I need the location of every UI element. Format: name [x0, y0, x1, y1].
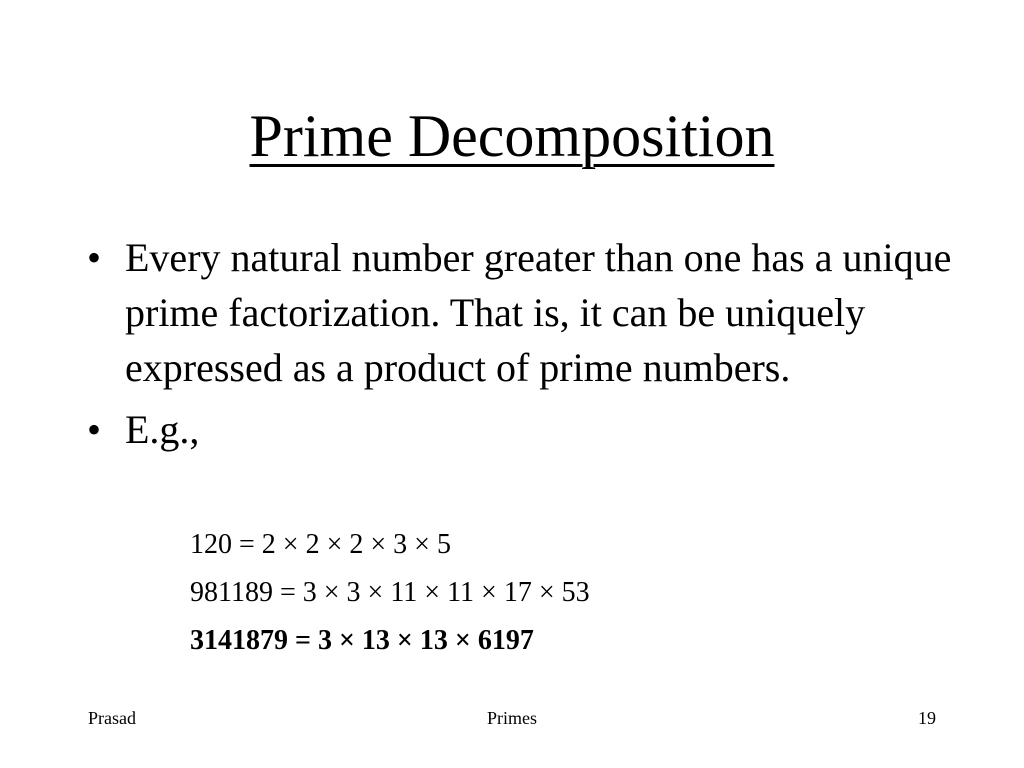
bullet-text: E.g., [125, 407, 200, 452]
bullet-marker: • [87, 407, 102, 452]
slide-title [0, 98, 1024, 174]
bullet-item-definition [87, 230, 957, 395]
bullet-list [87, 230, 957, 464]
footer-topic: Primes [486, 708, 537, 728]
footer-author: Prasad [88, 708, 136, 728]
example-line: 981189 = 3 × 3 × 11 × 11 × 17 × 53 [190, 577, 590, 608]
bullet-text: Every natural number greater than one has a unique prime factorization. That is, it can be uniquely expressed as a product of prime numbers. [125, 235, 952, 390]
slide-title-text: Prime Decomposition [249, 103, 775, 169]
example-line: 120 = 2 × 2 × 2 × 3 × 5 [190, 529, 451, 560]
example-line-highlighted: 3141879 = 3 × 13 × 13 × 6197 [190, 625, 534, 656]
slide-number: 19 [918, 708, 936, 728]
example-list [190, 521, 590, 665]
bullet-marker: • [87, 235, 102, 280]
bullet-item-example [87, 402, 957, 457]
